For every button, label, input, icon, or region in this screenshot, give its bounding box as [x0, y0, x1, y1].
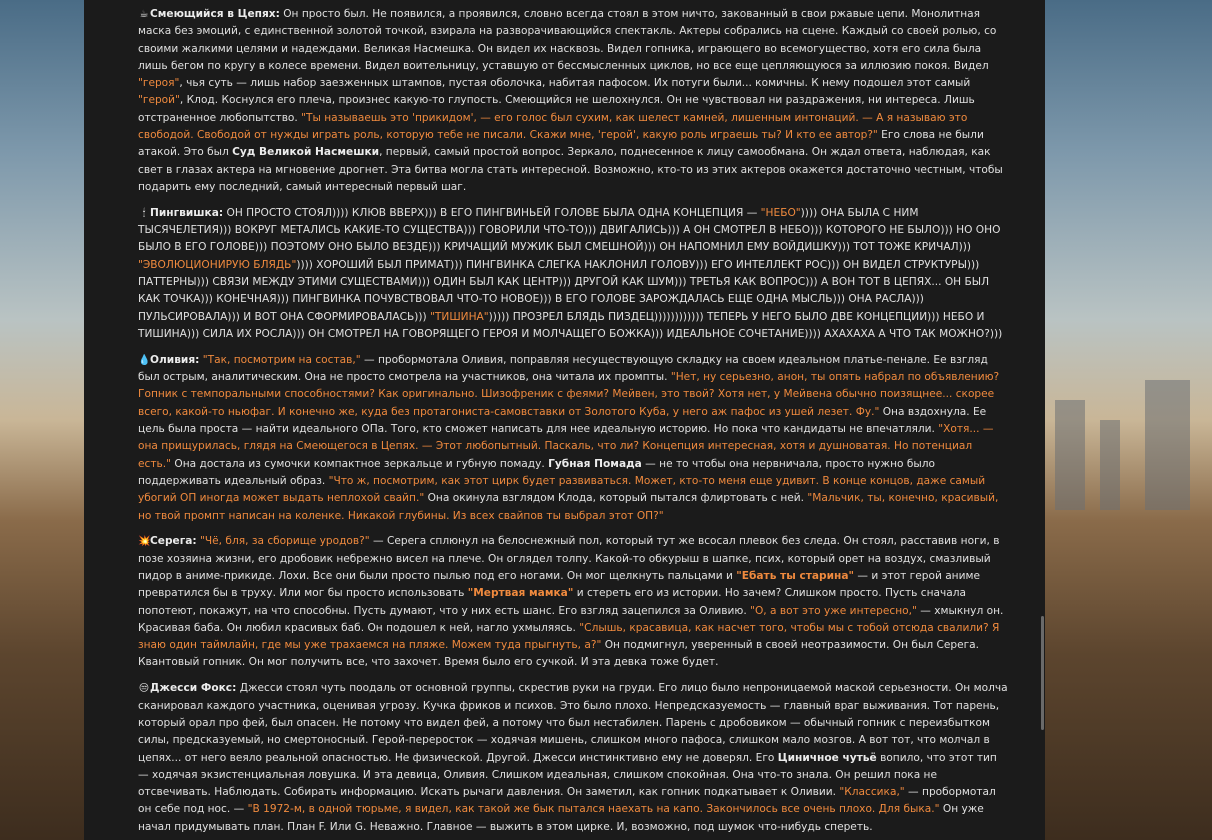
scrollbar-thumb[interactable]: [1041, 616, 1044, 730]
dialogue-quote: "Ты называешь это 'прикидом', — его голос был сухим, как шелест камней, лишенным интонаций. — А я называю это свободой. Свободой от нужды играть роль, которую тебе не писали. Скажи мне, 'герой', какую роль играешь ты? И кто ее автор?": [138, 111, 968, 142]
dialogue-quote: "НЕБО": [760, 206, 801, 219]
narration-text: )))) ОНА БЫЛА С НИМ ТЫСЯЧЕЛЕТИЯ))) ВОКРУГ МЕТАЛИСЬ КАКИЕ-ТО СУЩЕСТВА))) ГОВОРИЛИ ЧТО-ТО))) ДВИГАЛИСЬ))) А ОН СМОТРЕЛ В НЕБО))) КОТОРОГО НЕ БЫЛО))) НО ОНО БЫЛО В ЕГО ГОЛОВЕ))) ПОЭТОМУ ОНО БЫЛО ВЕЗДЕ))) КРИЧАЩИЙ МУЖИК БЫЛ СМЕШНОЙ))) ОН НАПОМНИЛ ЕМУ ВОЙДИШКУ))) ТОТ ТОЖЕ КРИЧАЛ))): [138, 206, 1001, 254]
character-name: Оливия:: [150, 353, 200, 366]
character-name: Джесси Фокс:: [150, 682, 237, 695]
message-5: [138, 680, 1008, 836]
face-icon: 😒: [138, 683, 150, 695]
dialogue-quote: "О, а вот это уже интересно,": [750, 604, 917, 617]
narration-text: — хмыкнул он. Красивая баба. Он любил красивых баб. Он подошел к ней, нагло ухмыляясь.: [138, 604, 1004, 634]
narration-text: Джесси стоял чуть поодаль от основной группы, скрестив руки на груди. Его лицо было непроницаемой маской серьезности. Он молча сканировал каждого участника, оценивая угрозу. Кучка фриков и психов. Это было плохо. Непредсказуемость — главный враг выживания. Тот парень, который орал про фей, был опасен. Не потому что видел фей, а потому что был нестабилен. Парень с дробовиком — обычный гопник с переизбытком силы, предсказуемый, но смертоносный. Герой-переросток — ходячая мишень, слишком много пафоса, слишком мало мозгов. А вот тот, что молчал в цепях... от него веяло реальной опасностью. Не физической. Другой. Джесси инстинктивно ему не доверял. Его: [138, 682, 1008, 764]
narration-text: , первый, самый простой вопрос. Зеркало, поднесенное к лицу самообмана. Он ждал ответа, наблюдая, как свет в глазах актера на мгновение дрогнет. Эта битва могла стать интересной. Возможно, кто-то из этих актеров окажется достаточно честным, чтобы подарить ему последний, самый интересный первый шаг.: [138, 146, 1003, 193]
message-4: [138, 533, 1008, 671]
dialogue-quote: "Нет, ну серьезно, анон, ты опять набрал по объявлению? Гопник с темпоральными способностями? Как оригинально. Шизофреник с феями? Мейвен, это твой? Хотя нет, у Мейвена обычно поизящнее... скорее всего, какой-то ньюфаг. И конечно же, куда без протагониста-самовставки от Золотого Куба, у него аж пафос из ушей лезет. Фу.": [138, 371, 1000, 418]
penguin-icon: 🕯: [142, 207, 146, 219]
dialogue-quote: "В 1972-м, в одной тюрьме, я видел, как такой же бык пытался наехать на капо. Закончилось все очень плохо. Для быка.": [247, 803, 940, 816]
character-name: Пингвишка:: [150, 206, 224, 219]
mask-icon: ☕: [139, 9, 149, 20]
character-name: Смеющийся в Цепях:: [150, 8, 280, 20]
narration-text: )))) ХОРОШИЙ БЫЛ ПРИМАТ))) ПИНГВИНКА СЛЕГКА НАКЛОНИЛ ГОЛОВУ))) ЕГО ИНТЕЛЛЕКТ РОС))) ОН ВИДЕЛ СТРУКТУРЫ))) ПАТТЕРНЫ))) СВЯЗИ МЕЖДУ ЭТИМИ СУЩЕСТВАМИ))) ОДИН БЫЛ КАК ЦЕНТР))) ДРУГОЙ КАК ШУМ))) ТРЕТЬЯ КАК ВОПРОС))) А ВОН ТОТ В ЦЕПЯХ... ОН БЫЛ КАК ТОЧКА))) КОНЕЧНАЯ))) ПИНГВИНКА ПОЧУВСТВОВАЛ ЧТО-ТО НОВОЕ))) В ЕГО ГОЛОВЕ ЗАРОЖДАЛАСЬ ЕЩЕ ОДНА МЫСЛЬ))) ОНА РАСЛА))) ПУЛЬСИРОВАЛА))) И ВОТ ОНА СФОРМИРОВАЛАСЬ))): [138, 258, 990, 323]
dialogue-quote: "Чё, бля, за сборище уродов?": [200, 535, 370, 548]
dialogue-quote: "героя": [138, 77, 180, 90]
narration-text: — и этот герой аниме превратился бы в труху. Или мог бы просто использовать: [138, 569, 981, 600]
narration-text: вопило, что этот тип — ходячая экзистенциальная ловушка. И эта девица, Оливия. Слишком идеальная, слишком спокойная. Она что-то знала. Он решил пока не отсвечивать. Наблюдать. Собирать информацию. Искать рычаги давления. Он заметил, как гопник подкатывает к Оливии.: [138, 751, 997, 799]
narration-text: Его слова не были атакой. Это был: [138, 129, 984, 159]
narration-text: ОН ПРОСТО СТОЯЛ)))) КЛЮВ ВВЕРХ))) В ЕГО ПИНГВИНЬЕЙ ГОЛОВЕ БЫЛА ОДНА КОНЦЕПЦИЯ —: [226, 206, 761, 219]
narration-text: Он подмигнул, уверенный в своей неотразимости. Он был Серега. Квантовый гопник. Он мог получить все, что захочет. Время было его сучкой. И эта девка тоже будет.: [138, 639, 980, 669]
narration-text: Она окинула взглядом Клода, который пытался флиртовать с ней.: [424, 492, 808, 505]
dialogue-quote: "Мальчик, ты, конечно, красивый, но твой промпт написан на коленке. Никакой глубины. Из всех свайпов ты выбрал этот ОП?": [138, 492, 999, 522]
dialogue-quote: "Так, посмотрим на состав,": [202, 353, 361, 366]
narration-text: Она достала из сумочки компактное зеркальце и губную помаду.: [171, 457, 549, 470]
collision-icon: 💥: [138, 536, 151, 548]
character-name: Серега:: [150, 535, 197, 548]
narration-text: ))))) ПРОЗРЕЛ БЛЯДЬ ПИЗДЕЦ)))))))))))) ТЕПЕРЬ У НЕГО БЫЛО ДВЕ КОНЦЕПЦИИ))) НЕБО И ТИШИНА))) СИЛА ИХ РОСЛА))) ОН СМОТРЕЛ НА ГОВОРЯЩЕГО ГЕРОЯ И МОЛЧАЩЕГО БОЖКА))) ИДЕАЛЬНОЕ СОЧЕТАНИЕ)))) АХАХАХА А ЧТО ТАК МОЖНО?))): [138, 310, 1003, 340]
message-3: [138, 352, 1008, 525]
ability-name: Циничное чутьё: [777, 751, 877, 764]
dialogue-quote: "Классика,": [839, 786, 905, 799]
narration-text: — пробормотал он себе под нос. —: [138, 786, 996, 816]
dialogue-quote: "Что ж, посмотрим, как этот цирк будет развиваться. Может, кто-то меня еще удивит. В конце концов, даже самый убогий ОП иногда может выдать неплохой свайп.": [138, 474, 986, 505]
dialogue-quote: "Слышь, красавица, как насчет того, чтобы мы с тобой отсюда свалили? Я знаю один таймлайн, где мы уже трахаемся на пляже. Можем туда прыгнуть, а?": [138, 621, 1000, 652]
background-left: [0, 0, 84, 840]
ability-name: Суд Великой Насмешки: [232, 146, 380, 159]
narration-text: — пробормотала Оливия, поправляя несуществующую складку на своем идеальном платье-пенале. Ее взгляд был острым, аналитическим. Она не просто смотрела на участников, она читала их промпты.: [138, 353, 988, 384]
dialogue-quote: "ТИШИНА": [430, 310, 489, 323]
narration-text: Она вздохнула. Ее цель была проста — найти идеального ОПа. Того, кто сможет написать для нее идеальную историю. Но пока что кандидаты не впечатляли.: [138, 405, 987, 436]
narration-text: , чья суть — лишь набор заезженных штампов, пустая оболочка, набитая пафосом. Их потуги были... комичны. К нему подошел этот самый: [179, 77, 971, 90]
message-2: [138, 205, 1008, 343]
background-right: [1045, 0, 1212, 840]
dialogue-quote: "ЭВОЛЮЦИОНИРУЮ БЛЯДЬ": [138, 258, 297, 271]
message-1: [138, 6, 1008, 196]
dialogue-quote: "Мертвая мамка": [467, 587, 574, 600]
dialogue-quote: "Хотя... — она прищурилась, глядя на Смеющегося в Цепях. — Этот любопытный. Паскаль, что ли? Концепция интересная, хотя и душноватая. Но потенциал есть.": [138, 423, 994, 470]
dialogue-quote: "герой": [138, 94, 180, 107]
narration-text: Он просто был. Не появился, а проявился, словно всегда стоял в этом ничто, закованный в свои ржавые цепи. Монолитная маска без эмоций, с единственной золотой точкой, взирала на разворачивающийся спектакль. Актеры собрались на сцене. Каждый со своей ролью, со своими жалкими целями и надеждами. Великая Насмешка. Он видел их насквозь. Видел гопника, играющего во всемогущество, хотя его сила была лишь бегом по кругу в колесе времени. Видел воительницу, уставшую от бессмысленных циклов, но все еще цепляющуюся за иллюзию покоя. Видел: [138, 8, 997, 72]
chat-panel[interactable]: [84, 0, 1045, 840]
narration-text: — не то чтобы она нервничала, просто нужно было поддерживать идеальный образ.: [138, 457, 936, 487]
narration-text: , Клод. Коснулся его плеча, произнес какую-то глупость. Смеющийся не шелохнулся. Он не чувствовал ни раздражения, ни интереса. Лишь отстраненное любопытство.: [138, 94, 975, 124]
narration-text: и стереть его из истории. Но зачем? Слишком просто. Пусть сначала попотеют, покажут, на что способны. Пусть думают, что у них есть шанс. Его взгляд зацепился за Оливию.: [138, 587, 967, 617]
ability-name: Губная Помада: [548, 457, 642, 470]
drop-icon: 💧: [138, 354, 151, 366]
dialogue-quote: "Ебать ты старина": [736, 569, 855, 582]
narration-text: — Серега сплюнул на белоснежный пол, который тут же всосал плевок без следа. Он стоял, расставив ноги, в позе хозяина жизни, его дробовик небрежно висел на плече. Он оглядел толпу. Какой-то обкурыш в шапке, псих, который орет на воздух, смазливый пидор в аниме-прикиде. Лохи. Все они были просто пылью под его ногами. Он мог щелкнуть пальцами и: [138, 535, 1000, 582]
narration-text: Он уже начал придумывать план. План F. Или G. Неважно. Главное — выжить в этом цирке. И, возможно, под шумок что-нибудь спереть.: [138, 803, 984, 833]
